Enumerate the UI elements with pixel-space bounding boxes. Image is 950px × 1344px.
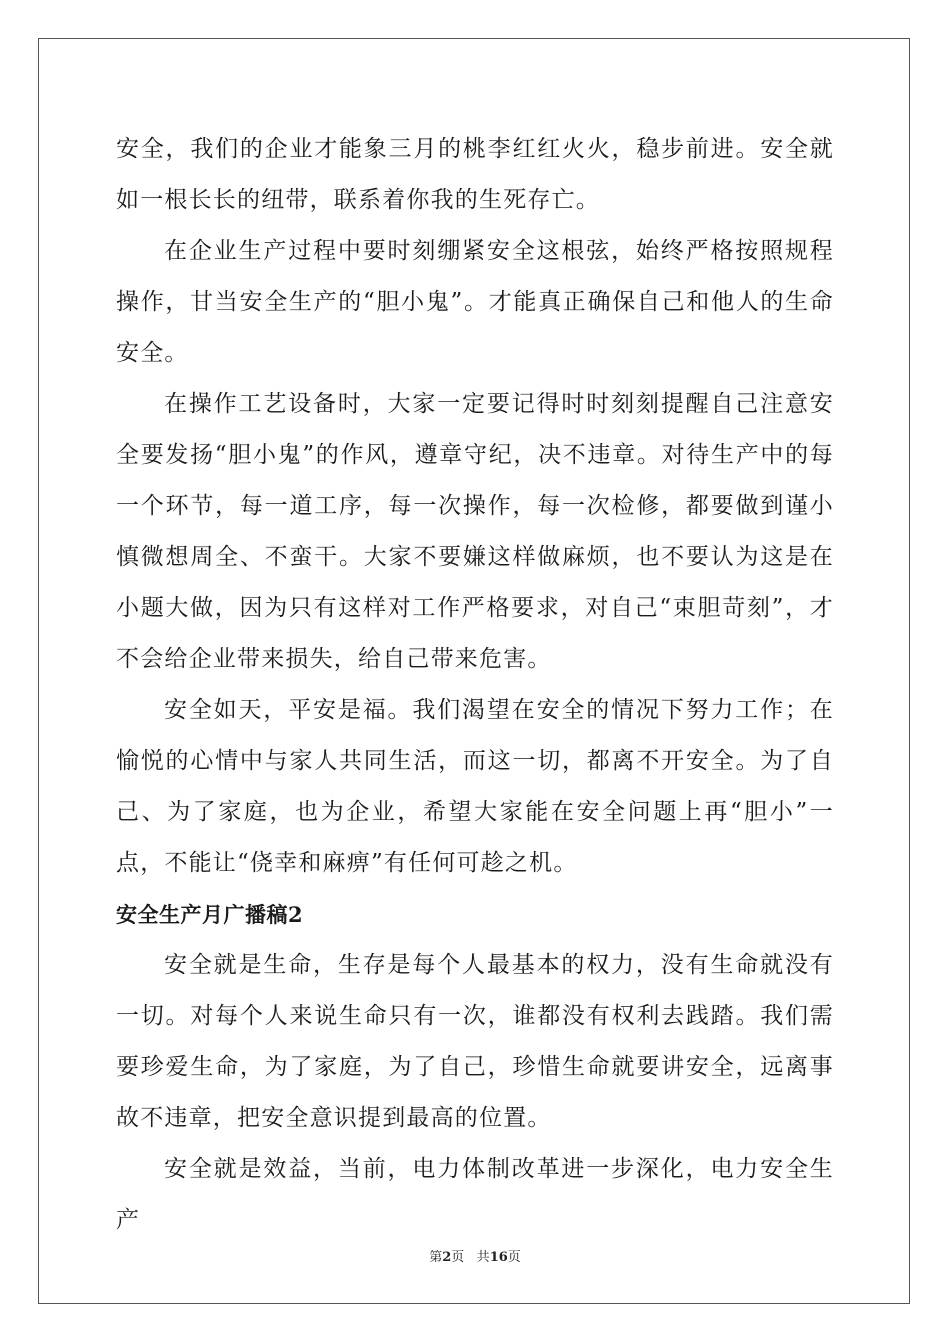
document-body	[116, 124, 834, 1246]
page-suffix: 页	[451, 1250, 465, 1265]
paragraph: 安全，我们的企业才能象三月的桃李红红火火，稳步前进。安全就如一根长长的纽带，联系着你我的生死存亡。	[116, 136, 834, 213]
page-footer	[0, 1246, 950, 1265]
total-suffix: 页	[507, 1250, 521, 1265]
page-number: 2	[442, 1250, 452, 1265]
page-prefix: 第	[429, 1250, 443, 1265]
paragraph: 安全就是生命，生存是每个人最基本的权力，没有生命就没有一切。对每个人来说生命只有一次，谁都没有权利去践踏。我们需要珍爱生命，为了家庭，为了自己，珍惜生命就要讲安全，远离事故不违章，把安全意识提到最高的位置。	[116, 952, 834, 1131]
paragraph: 在企业生产过程中要时刻绷紧安全这根弦，始终严格按照规程操作，甘当安全生产的“胆小鬼”。才能真正确保自己和他人的生命安全。	[116, 238, 834, 366]
total-prefix: 共	[476, 1250, 490, 1265]
section-heading: 安全生产月广播稿2	[116, 902, 304, 927]
paragraph: 安全如天，平安是福。我们渴望在安全的情况下努力工作；在愉悦的心情中与家人共同生活，而这一切，都离不开安全。为了自己、为了家庭，也为企业，希望大家能在安全问题上再“胆小”一点，不能让“侥幸和麻痹”有任何可趁之机。	[116, 697, 834, 876]
total-pages: 16	[489, 1250, 508, 1265]
paragraph: 在操作工艺设备时，大家一定要记得时时刻刻提醒自己注意安全要发扬“胆小鬼”的作风，遵章守纪，决不违章。对待生产中的每一个环节，每一道工序，每一次操作，每一次检修，都要做到谨小慎微想周全、不蛮干。大家不要嫌这样做麻烦，也不要认为这是在小题大做，因为只有这样对工作严格要求，对自己“束胆苛刻”，才不会给企业带来损失，给自己带来危害。	[116, 391, 834, 672]
paragraph: 安全就是效益，当前，电力体制改革进一步深化，电力安全生产	[116, 1156, 834, 1233]
